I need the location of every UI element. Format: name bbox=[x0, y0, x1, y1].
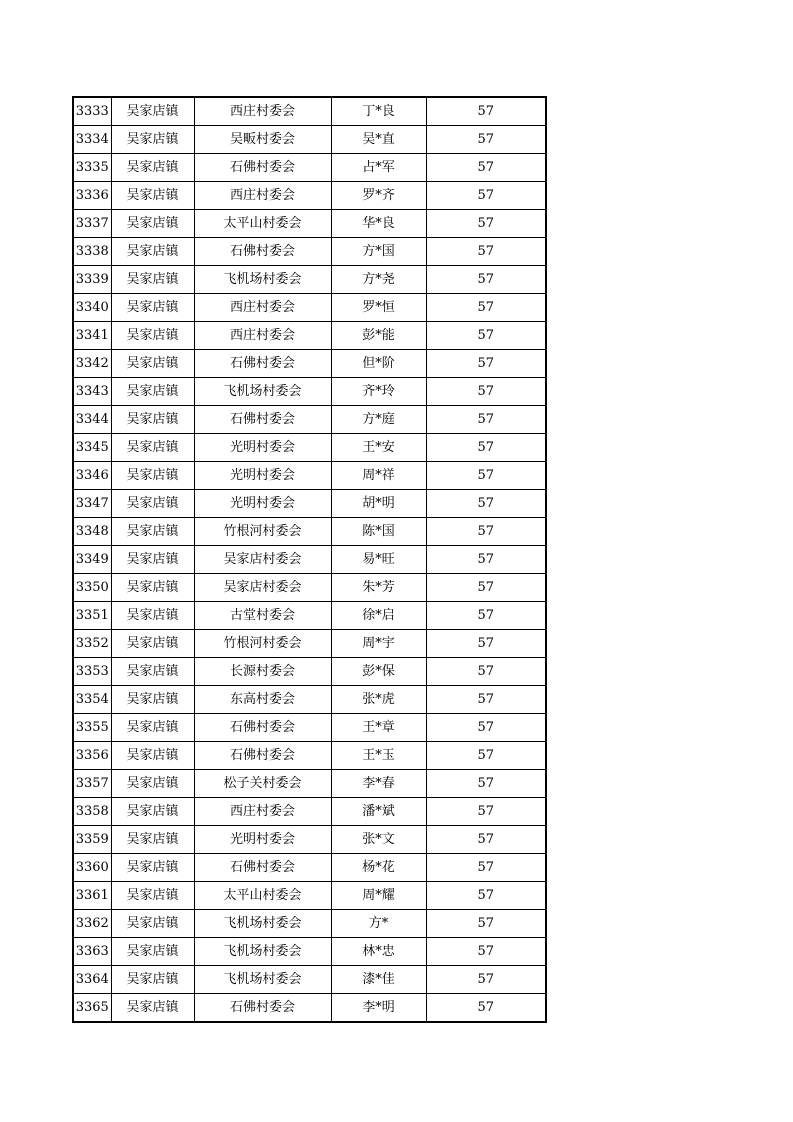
village-cell: 太平山村委会 bbox=[194, 210, 331, 238]
village-cell: 石佛村委会 bbox=[194, 406, 331, 434]
table-row bbox=[73, 854, 546, 882]
table-row bbox=[73, 238, 546, 266]
table-row bbox=[73, 770, 546, 798]
row-id-cell: 3333 bbox=[73, 97, 111, 126]
value-cell: 57 bbox=[426, 434, 546, 462]
row-id-cell: 3348 bbox=[73, 518, 111, 546]
value-cell: 57 bbox=[426, 378, 546, 406]
village-cell: 松子关村委会 bbox=[194, 770, 331, 798]
town-cell: 吴家店镇 bbox=[111, 546, 194, 574]
town-cell: 吴家店镇 bbox=[111, 266, 194, 294]
table-row bbox=[73, 658, 546, 686]
village-cell: 光明村委会 bbox=[194, 434, 331, 462]
name-cell: 罗*恒 bbox=[331, 294, 426, 322]
row-id-cell: 3349 bbox=[73, 546, 111, 574]
table-row bbox=[73, 574, 546, 602]
value-cell: 57 bbox=[426, 266, 546, 294]
village-cell: 竹根河村委会 bbox=[194, 518, 331, 546]
table-row bbox=[73, 910, 546, 938]
town-cell: 吴家店镇 bbox=[111, 714, 194, 742]
name-cell: 丁*良 bbox=[331, 97, 426, 126]
table-row bbox=[73, 686, 546, 714]
name-cell: 方*庭 bbox=[331, 406, 426, 434]
name-cell: 王*玉 bbox=[331, 742, 426, 770]
town-cell: 吴家店镇 bbox=[111, 434, 194, 462]
village-cell: 光明村委会 bbox=[194, 490, 331, 518]
name-cell: 漆*佳 bbox=[331, 966, 426, 994]
table-row bbox=[73, 798, 546, 826]
village-cell: 太平山村委会 bbox=[194, 882, 331, 910]
name-cell: 周*宇 bbox=[331, 630, 426, 658]
town-cell: 吴家店镇 bbox=[111, 350, 194, 378]
table-row bbox=[73, 182, 546, 210]
village-cell: 长源村委会 bbox=[194, 658, 331, 686]
town-cell: 吴家店镇 bbox=[111, 378, 194, 406]
name-cell: 占*军 bbox=[331, 154, 426, 182]
row-id-cell: 3356 bbox=[73, 742, 111, 770]
table-row bbox=[73, 714, 546, 742]
value-cell: 57 bbox=[426, 658, 546, 686]
value-cell: 57 bbox=[426, 686, 546, 714]
value-cell: 57 bbox=[426, 182, 546, 210]
town-cell: 吴家店镇 bbox=[111, 182, 194, 210]
village-cell: 石佛村委会 bbox=[194, 350, 331, 378]
name-cell: 方*国 bbox=[331, 238, 426, 266]
roster-table bbox=[72, 96, 547, 1023]
village-cell: 石佛村委会 bbox=[194, 714, 331, 742]
town-cell: 吴家店镇 bbox=[111, 770, 194, 798]
name-cell: 杨*花 bbox=[331, 854, 426, 882]
value-cell: 57 bbox=[426, 97, 546, 126]
row-id-cell: 3360 bbox=[73, 854, 111, 882]
name-cell: 王*安 bbox=[331, 434, 426, 462]
row-id-cell: 3355 bbox=[73, 714, 111, 742]
table-row bbox=[73, 406, 546, 434]
town-cell: 吴家店镇 bbox=[111, 742, 194, 770]
value-cell: 57 bbox=[426, 462, 546, 490]
table-row bbox=[73, 742, 546, 770]
value-cell: 57 bbox=[426, 630, 546, 658]
row-id-cell: 3365 bbox=[73, 994, 111, 1023]
village-cell: 飞机场村委会 bbox=[194, 266, 331, 294]
value-cell: 57 bbox=[426, 854, 546, 882]
table-row bbox=[73, 350, 546, 378]
row-id-cell: 3342 bbox=[73, 350, 111, 378]
table-row bbox=[73, 994, 546, 1023]
row-id-cell: 3353 bbox=[73, 658, 111, 686]
table-row bbox=[73, 266, 546, 294]
row-id-cell: 3336 bbox=[73, 182, 111, 210]
row-id-cell: 3345 bbox=[73, 434, 111, 462]
town-cell: 吴家店镇 bbox=[111, 826, 194, 854]
town-cell: 吴家店镇 bbox=[111, 854, 194, 882]
village-cell: 飞机场村委会 bbox=[194, 378, 331, 406]
name-cell: 彭*保 bbox=[331, 658, 426, 686]
value-cell: 57 bbox=[426, 826, 546, 854]
roster-body bbox=[73, 97, 546, 1022]
name-cell: 张*文 bbox=[331, 826, 426, 854]
name-cell: 林*忠 bbox=[331, 938, 426, 966]
row-id-cell: 3337 bbox=[73, 210, 111, 238]
town-cell: 吴家店镇 bbox=[111, 126, 194, 154]
value-cell: 57 bbox=[426, 350, 546, 378]
table-row bbox=[73, 882, 546, 910]
town-cell: 吴家店镇 bbox=[111, 518, 194, 546]
value-cell: 57 bbox=[426, 714, 546, 742]
town-cell: 吴家店镇 bbox=[111, 602, 194, 630]
table-row bbox=[73, 602, 546, 630]
name-cell: 彭*能 bbox=[331, 322, 426, 350]
village-cell: 飞机场村委会 bbox=[194, 938, 331, 966]
village-cell: 石佛村委会 bbox=[194, 154, 331, 182]
village-cell: 吴畈村委会 bbox=[194, 126, 331, 154]
name-cell: 周*祥 bbox=[331, 462, 426, 490]
row-id-cell: 3350 bbox=[73, 574, 111, 602]
town-cell: 吴家店镇 bbox=[111, 938, 194, 966]
value-cell: 57 bbox=[426, 490, 546, 518]
town-cell: 吴家店镇 bbox=[111, 686, 194, 714]
value-cell: 57 bbox=[426, 910, 546, 938]
name-cell: 罗*齐 bbox=[331, 182, 426, 210]
town-cell: 吴家店镇 bbox=[111, 462, 194, 490]
table-row bbox=[73, 826, 546, 854]
value-cell: 57 bbox=[426, 294, 546, 322]
town-cell: 吴家店镇 bbox=[111, 798, 194, 826]
name-cell: 方* bbox=[331, 910, 426, 938]
village-cell: 吴家店村委会 bbox=[194, 574, 331, 602]
value-cell: 57 bbox=[426, 602, 546, 630]
row-id-cell: 3346 bbox=[73, 462, 111, 490]
value-cell: 57 bbox=[426, 742, 546, 770]
name-cell: 但*阶 bbox=[331, 350, 426, 378]
name-cell: 周*耀 bbox=[331, 882, 426, 910]
value-cell: 57 bbox=[426, 154, 546, 182]
town-cell: 吴家店镇 bbox=[111, 294, 194, 322]
row-id-cell: 3351 bbox=[73, 602, 111, 630]
name-cell: 华*良 bbox=[331, 210, 426, 238]
value-cell: 57 bbox=[426, 994, 546, 1023]
table-row bbox=[73, 210, 546, 238]
value-cell: 57 bbox=[426, 882, 546, 910]
table-row bbox=[73, 546, 546, 574]
value-cell: 57 bbox=[426, 574, 546, 602]
village-cell: 吴家店村委会 bbox=[194, 546, 331, 574]
town-cell: 吴家店镇 bbox=[111, 238, 194, 266]
name-cell: 朱*芳 bbox=[331, 574, 426, 602]
town-cell: 吴家店镇 bbox=[111, 910, 194, 938]
village-cell: 石佛村委会 bbox=[194, 994, 331, 1023]
village-cell: 西庄村委会 bbox=[194, 182, 331, 210]
row-id-cell: 3343 bbox=[73, 378, 111, 406]
village-cell: 光明村委会 bbox=[194, 462, 331, 490]
village-cell: 西庄村委会 bbox=[194, 294, 331, 322]
row-id-cell: 3362 bbox=[73, 910, 111, 938]
table-row bbox=[73, 938, 546, 966]
row-id-cell: 3341 bbox=[73, 322, 111, 350]
value-cell: 57 bbox=[426, 126, 546, 154]
table-row bbox=[73, 322, 546, 350]
village-cell: 石佛村委会 bbox=[194, 854, 331, 882]
name-cell: 方*尧 bbox=[331, 266, 426, 294]
row-id-cell: 3361 bbox=[73, 882, 111, 910]
town-cell: 吴家店镇 bbox=[111, 322, 194, 350]
value-cell: 57 bbox=[426, 966, 546, 994]
row-id-cell: 3352 bbox=[73, 630, 111, 658]
row-id-cell: 3363 bbox=[73, 938, 111, 966]
name-cell: 李*春 bbox=[331, 770, 426, 798]
name-cell: 潘*斌 bbox=[331, 798, 426, 826]
village-cell: 飞机场村委会 bbox=[194, 910, 331, 938]
row-id-cell: 3358 bbox=[73, 798, 111, 826]
row-id-cell: 3359 bbox=[73, 826, 111, 854]
value-cell: 57 bbox=[426, 322, 546, 350]
row-id-cell: 3364 bbox=[73, 966, 111, 994]
value-cell: 57 bbox=[426, 238, 546, 266]
town-cell: 吴家店镇 bbox=[111, 882, 194, 910]
row-id-cell: 3335 bbox=[73, 154, 111, 182]
name-cell: 吴*直 bbox=[331, 126, 426, 154]
value-cell: 57 bbox=[426, 406, 546, 434]
row-id-cell: 3354 bbox=[73, 686, 111, 714]
value-cell: 57 bbox=[426, 518, 546, 546]
town-cell: 吴家店镇 bbox=[111, 630, 194, 658]
table-row bbox=[73, 294, 546, 322]
town-cell: 吴家店镇 bbox=[111, 966, 194, 994]
name-cell: 李*明 bbox=[331, 994, 426, 1023]
town-cell: 吴家店镇 bbox=[111, 658, 194, 686]
table-row bbox=[73, 126, 546, 154]
row-id-cell: 3338 bbox=[73, 238, 111, 266]
village-cell: 石佛村委会 bbox=[194, 238, 331, 266]
row-id-cell: 3344 bbox=[73, 406, 111, 434]
table-row bbox=[73, 630, 546, 658]
town-cell: 吴家店镇 bbox=[111, 97, 194, 126]
village-cell: 古堂村委会 bbox=[194, 602, 331, 630]
village-cell: 西庄村委会 bbox=[194, 97, 331, 126]
value-cell: 57 bbox=[426, 938, 546, 966]
town-cell: 吴家店镇 bbox=[111, 154, 194, 182]
table-row bbox=[73, 490, 546, 518]
value-cell: 57 bbox=[426, 210, 546, 238]
village-cell: 东高村委会 bbox=[194, 686, 331, 714]
name-cell: 胡*明 bbox=[331, 490, 426, 518]
village-cell: 石佛村委会 bbox=[194, 742, 331, 770]
name-cell: 齐*玲 bbox=[331, 378, 426, 406]
name-cell: 陈*国 bbox=[331, 518, 426, 546]
name-cell: 王*章 bbox=[331, 714, 426, 742]
town-cell: 吴家店镇 bbox=[111, 574, 194, 602]
town-cell: 吴家店镇 bbox=[111, 490, 194, 518]
village-cell: 光明村委会 bbox=[194, 826, 331, 854]
table-row bbox=[73, 462, 546, 490]
table-row bbox=[73, 378, 546, 406]
village-cell: 西庄村委会 bbox=[194, 322, 331, 350]
value-cell: 57 bbox=[426, 798, 546, 826]
row-id-cell: 3347 bbox=[73, 490, 111, 518]
table-row bbox=[73, 966, 546, 994]
town-cell: 吴家店镇 bbox=[111, 406, 194, 434]
town-cell: 吴家店镇 bbox=[111, 994, 194, 1023]
row-id-cell: 3357 bbox=[73, 770, 111, 798]
table-row bbox=[73, 434, 546, 462]
name-cell: 易*旺 bbox=[331, 546, 426, 574]
village-cell: 竹根河村委会 bbox=[194, 630, 331, 658]
value-cell: 57 bbox=[426, 546, 546, 574]
table-row bbox=[73, 518, 546, 546]
table-row bbox=[73, 154, 546, 182]
row-id-cell: 3339 bbox=[73, 266, 111, 294]
name-cell: 徐*启 bbox=[331, 602, 426, 630]
town-cell: 吴家店镇 bbox=[111, 210, 194, 238]
value-cell: 57 bbox=[426, 770, 546, 798]
village-cell: 飞机场村委会 bbox=[194, 966, 331, 994]
village-cell: 西庄村委会 bbox=[194, 798, 331, 826]
row-id-cell: 3334 bbox=[73, 126, 111, 154]
table-row bbox=[73, 97, 546, 126]
name-cell: 张*虎 bbox=[331, 686, 426, 714]
row-id-cell: 3340 bbox=[73, 294, 111, 322]
